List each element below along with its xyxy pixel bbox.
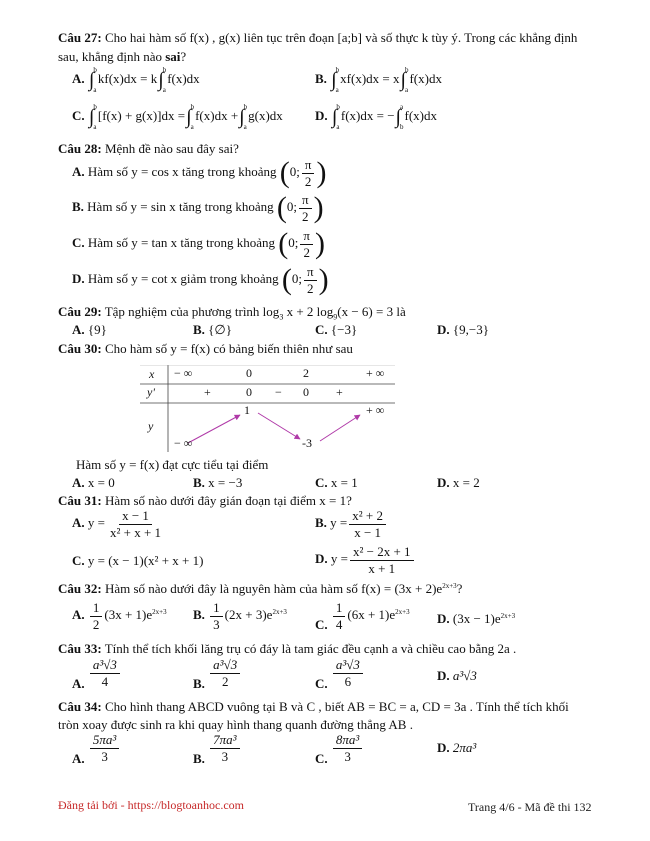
- q27-stem-end: ?: [180, 49, 187, 64]
- table-sign: −: [275, 385, 282, 399]
- option-value: (6x + 1)e: [347, 607, 396, 623]
- q34-option-b[interactable]: [193, 732, 242, 767]
- q33-label: Câu 33:: [58, 641, 102, 656]
- option-label: A.: [72, 751, 85, 767]
- q29-stem-c: (x − 6) = 3 là: [337, 304, 406, 319]
- q31-option-a[interactable]: [72, 509, 166, 539]
- q31-option-b[interactable]: [315, 509, 388, 539]
- fraction: $\frac{\text{8πa³}}{3}$: [333, 733, 362, 763]
- q29-label: Câu 29:: [58, 304, 102, 319]
- q31-stem: [58, 493, 352, 509]
- option-value: x = 1: [330, 475, 358, 490]
- option-label: D.: [437, 740, 450, 755]
- pi-over-2: $\frac{\pi}{2}$: [300, 229, 313, 259]
- integral-sign: ∫ b a: [186, 103, 195, 131]
- q29-option-d[interactable]: [437, 322, 489, 338]
- interval-left: 0;: [288, 235, 299, 251]
- interval-left: 0;: [286, 199, 297, 215]
- fraction: $\frac{x - 1}{\text{x² + x + 1}}$: [109, 508, 162, 540]
- q29-option-b[interactable]: [193, 322, 232, 338]
- table-sign: +: [204, 385, 211, 399]
- fraction: $\frac{1}{4}$: [333, 601, 346, 631]
- exponent: 2x+3: [500, 612, 516, 620]
- variation-table: [140, 365, 395, 452]
- q27-b-rhs: f(x)dx: [409, 70, 442, 86]
- log-base-3: 3: [279, 312, 284, 322]
- option-label: B.: [72, 199, 84, 215]
- y-equals: y =: [330, 551, 348, 567]
- table-x-value: + ∞: [366, 366, 385, 380]
- q32-option-d[interactable]: [437, 611, 515, 627]
- increasing-arrow-2: [320, 415, 360, 441]
- q27-option-a[interactable]: [72, 66, 200, 94]
- table-x-value: − ∞: [174, 366, 193, 380]
- q27-option-b[interactable]: [315, 66, 442, 94]
- q29-stem: [58, 304, 406, 322]
- q27-option-c[interactable]: [72, 103, 283, 131]
- q28-option-d[interactable]: D. Hàm số y = cot x giảm trong khoảng (0; $\frac{\pi}{2}$ ): [72, 263, 329, 297]
- option-label: C.: [72, 553, 85, 568]
- option-label: D.: [437, 322, 450, 337]
- q28-option-c[interactable]: C. Hàm số y = tan x tăng trong khoảng (0; $\frac{\pi}{2}$ ): [72, 227, 325, 261]
- q32-stem-text: Hàm số nào dưới đây là nguyên hàm của hàm số f(x) = (3x + 2)e: [104, 581, 443, 596]
- option-value: (3x + 1)e: [104, 607, 153, 623]
- q33-stem-text: Tính thể tích khối lăng trụ có đáy là tam giác đều cạnh a và chiều cao bằng 2a .: [104, 641, 517, 656]
- y-equals: y =: [330, 515, 348, 531]
- q34-stem-line1: [58, 699, 569, 715]
- q27-c-lhs: [f(x) + g(x)]dx =: [97, 107, 186, 123]
- q28-a-text: Hàm số y = cos x tăng trong khoảng: [87, 164, 277, 180]
- option-label: D.: [437, 611, 450, 626]
- q27-b-lhs: xf(x)dx = x: [340, 70, 400, 86]
- option-label: B.: [193, 751, 205, 767]
- fraction: $\frac{1}{3}$: [210, 601, 223, 631]
- q30-option-d[interactable]: [437, 475, 480, 491]
- q31-label: Câu 31:: [58, 493, 102, 508]
- q33-option-b[interactable]: [193, 657, 242, 692]
- option-label: C.: [72, 235, 85, 251]
- q33-stem: [58, 641, 516, 657]
- q34-option-c[interactable]: [315, 732, 364, 767]
- q27-a-lhs: kf(x)dx = k: [97, 70, 158, 86]
- q29-stem-a: Tập nghiệm của phương trình log: [104, 304, 280, 319]
- q27-d-lhs: f(x)dx = −: [340, 107, 395, 123]
- q30-stem-text: Cho hàm số y = f(x) có bảng biến thiên như sau: [104, 341, 353, 356]
- q30-prompt: Hàm số y = f(x) đạt cực tiểu tại điểm: [76, 457, 269, 472]
- q27-stem-line2: [58, 49, 186, 65]
- fraction: $\frac{\text{x² − 2x + 1}}{x + 1}$: [350, 545, 414, 575]
- option-value: x = −3: [208, 475, 243, 490]
- fraction: $\frac{\text{5πa³}}{3}$: [90, 733, 119, 763]
- option-label: C.: [72, 107, 85, 123]
- q27-stem-line1: [58, 30, 577, 46]
- fraction: $\frac{1}{2}$: [90, 601, 103, 631]
- integral-sign: ∫ b a: [88, 103, 97, 131]
- integral-sign: ∫ b a: [400, 66, 409, 94]
- pi-over-2: $\frac{\pi}{2}$: [302, 158, 315, 188]
- option-label: C.: [315, 617, 328, 633]
- option-label: D.: [437, 475, 450, 490]
- q32-option-c[interactable]: [315, 601, 410, 631]
- decreasing-arrow: [258, 413, 300, 439]
- integral-sign: ∫ b a: [88, 66, 97, 94]
- q33-option-a[interactable]: [72, 657, 122, 692]
- q33-option-d[interactable]: [437, 668, 477, 684]
- option-label: B.: [315, 515, 327, 531]
- option-value: {9,−3}: [452, 322, 489, 337]
- integral-sign: ∫ b a: [331, 103, 340, 131]
- option-label: B.: [193, 322, 205, 337]
- table-y-value: − ∞: [174, 436, 193, 450]
- q34-label: Câu 34:: [58, 699, 102, 714]
- option-value: y = (x − 1)(x² + x + 1): [87, 553, 204, 568]
- q30-stem: [58, 341, 353, 357]
- integral-sign: ∫ a b: [395, 103, 404, 131]
- option-value: a³√3: [452, 668, 477, 683]
- q28-stem-text: Mệnh đề nào sau đây sai?: [104, 141, 239, 156]
- fraction: $\frac{\text{a³√3}}{4}$: [90, 658, 120, 688]
- table-y-label: y: [148, 419, 154, 433]
- table-sign: 0: [246, 385, 252, 399]
- q31-stem-text: Hàm số nào dưới đây gián đoạn tại điểm x = 1?: [104, 493, 352, 508]
- interval-left: 0;: [289, 164, 300, 180]
- q34-option-a[interactable]: [72, 732, 121, 767]
- option-label: A.: [72, 164, 85, 180]
- q32-stem-end: ?: [456, 581, 463, 596]
- footer-source-link[interactable]: Đăng tải bởi - https://blogtoanhoc.com: [58, 798, 244, 812]
- table-y-value: -3: [302, 436, 312, 450]
- q29-option-a[interactable]: [72, 322, 107, 338]
- option-label: A.: [72, 322, 85, 337]
- option-label: C.: [315, 676, 328, 692]
- q27-d-rhs: f(x)dx: [404, 107, 438, 123]
- q32-option-a[interactable]: [72, 601, 167, 631]
- q34-stem-line2: tròn xoay được sinh ra khi quay hình thang quanh đường thẳng AB .: [58, 717, 413, 732]
- option-label: C.: [315, 751, 328, 767]
- exponent: 2x+3: [152, 608, 167, 617]
- q32-stem: [58, 581, 462, 597]
- fraction: $\frac{\text{7πa³}}{3}$: [210, 733, 239, 763]
- q31-option-d[interactable]: [315, 545, 416, 575]
- interval-left: 0;: [291, 271, 303, 287]
- option-label: A.: [72, 607, 85, 623]
- option-value: {∅}: [208, 322, 232, 337]
- option-value: (2x + 3)e: [224, 607, 273, 623]
- option-label: D.: [72, 271, 85, 287]
- option-label: D.: [315, 107, 328, 123]
- q27-stem-b: sau, khẳng định nào: [58, 49, 166, 64]
- option-value: x = 2: [452, 475, 480, 490]
- option-value: (3x − 1)e: [452, 611, 501, 626]
- option-label: A.: [72, 475, 85, 490]
- q27-stem-a: Cho hai hàm số f(x) , g(x) liên tục trên đoạn [a;b] và số thực k tùy ý. Trong các khẳng định: [104, 30, 578, 45]
- q27-a-rhs: f(x)dx: [167, 70, 200, 86]
- table-y-value: + ∞: [366, 403, 385, 417]
- q32-label: Câu 32:: [58, 581, 102, 596]
- q27-label: Câu 27:: [58, 30, 102, 45]
- fraction: $\frac{\text{x² + 2}}{x - 1}$: [349, 509, 386, 539]
- table-sign: 0: [303, 385, 309, 399]
- integral-sign: ∫ b a: [158, 66, 167, 94]
- option-label: B.: [193, 475, 205, 490]
- fraction: $\frac{\text{a³√3}}{2}$: [210, 658, 240, 688]
- pi-over-2: $\frac{\pi}{2}$: [299, 193, 312, 223]
- q28-d-text: Hàm số y = cot x giảm trong khoảng: [87, 271, 279, 287]
- integral-sign: ∫ b a: [331, 66, 340, 94]
- option-label: C.: [315, 475, 328, 490]
- option-label: C.: [315, 322, 328, 337]
- q27-c-rhs: g(x)dx: [248, 107, 283, 123]
- q31-option-c[interactable]: [72, 553, 203, 569]
- option-label: B.: [315, 70, 327, 86]
- table-x-label: x: [149, 367, 155, 381]
- q27-option-d[interactable]: [315, 103, 437, 131]
- q30-option-a[interactable]: [72, 475, 115, 491]
- q34-option-d[interactable]: [437, 740, 476, 756]
- q33-option-c[interactable]: [315, 657, 365, 692]
- option-label: D.: [315, 551, 328, 567]
- q30-option-b[interactable]: [193, 475, 242, 491]
- option-label: A.: [72, 676, 85, 692]
- exponent: 2x+3: [395, 608, 410, 617]
- option-label: D.: [437, 668, 450, 683]
- q34-stem-a: Cho hình thang ABCD vuông tại B và C , biết AB = BC = a, CD = 3a . Tính thể tích khối: [104, 699, 569, 714]
- table-y-value: 1: [244, 403, 250, 417]
- q30-label: Câu 30:: [58, 341, 102, 356]
- option-value: x = 0: [87, 475, 115, 490]
- option-label: A.: [72, 515, 85, 531]
- pi-over-2: $\frac{\pi}{2}$: [304, 265, 317, 295]
- q32-option-b[interactable]: [193, 601, 287, 631]
- q28-b-text: Hàm số y = sin x tăng trong khoảng: [87, 199, 274, 215]
- q27-stem-bold: sai: [165, 49, 181, 64]
- increasing-arrow-1: [188, 415, 240, 443]
- log-base-9: 9: [333, 312, 338, 322]
- table-sign: +: [336, 385, 343, 399]
- y-equals: y =: [87, 515, 105, 531]
- q28-label: Câu 28:: [58, 141, 102, 156]
- option-label: A.: [72, 70, 85, 86]
- q29-option-c[interactable]: [315, 322, 357, 338]
- q30-option-c[interactable]: [315, 475, 358, 491]
- fraction: $\frac{\text{a³√3}}{6}$: [333, 658, 363, 688]
- table-x-value: 2: [303, 366, 309, 380]
- table-yprime-label: y': [147, 385, 155, 399]
- table-x-value: 0: [246, 366, 252, 380]
- q27-c-mid: f(x)dx +: [195, 107, 239, 123]
- footer-page-number: Trang 4/6 - Mã đề thi 132: [468, 800, 592, 814]
- exponent: 2x+3: [272, 608, 287, 617]
- q28-option-b[interactable]: B. Hàm số y = sin x tăng trong khoảng (0; $\frac{\pi}{2}$ ): [72, 191, 324, 225]
- option-value: 2πa³: [452, 740, 477, 755]
- q28-c-text: Hàm số y = tan x tăng trong khoảng: [87, 235, 276, 251]
- option-value: {−3}: [330, 322, 358, 337]
- q29-stem-b: x + 2 log: [283, 304, 334, 319]
- option-label: B.: [193, 607, 205, 623]
- q28-option-a[interactable]: A. Hàm số y = cos x tăng trong khoảng (0; $\frac{\pi}{2}$ ): [72, 156, 327, 190]
- option-label: B.: [193, 676, 205, 692]
- q28-stem: [58, 141, 239, 157]
- exponent: 2x+3: [442, 582, 457, 590]
- option-value: {9}: [87, 322, 107, 337]
- integral-sign: ∫ b a: [239, 103, 248, 131]
